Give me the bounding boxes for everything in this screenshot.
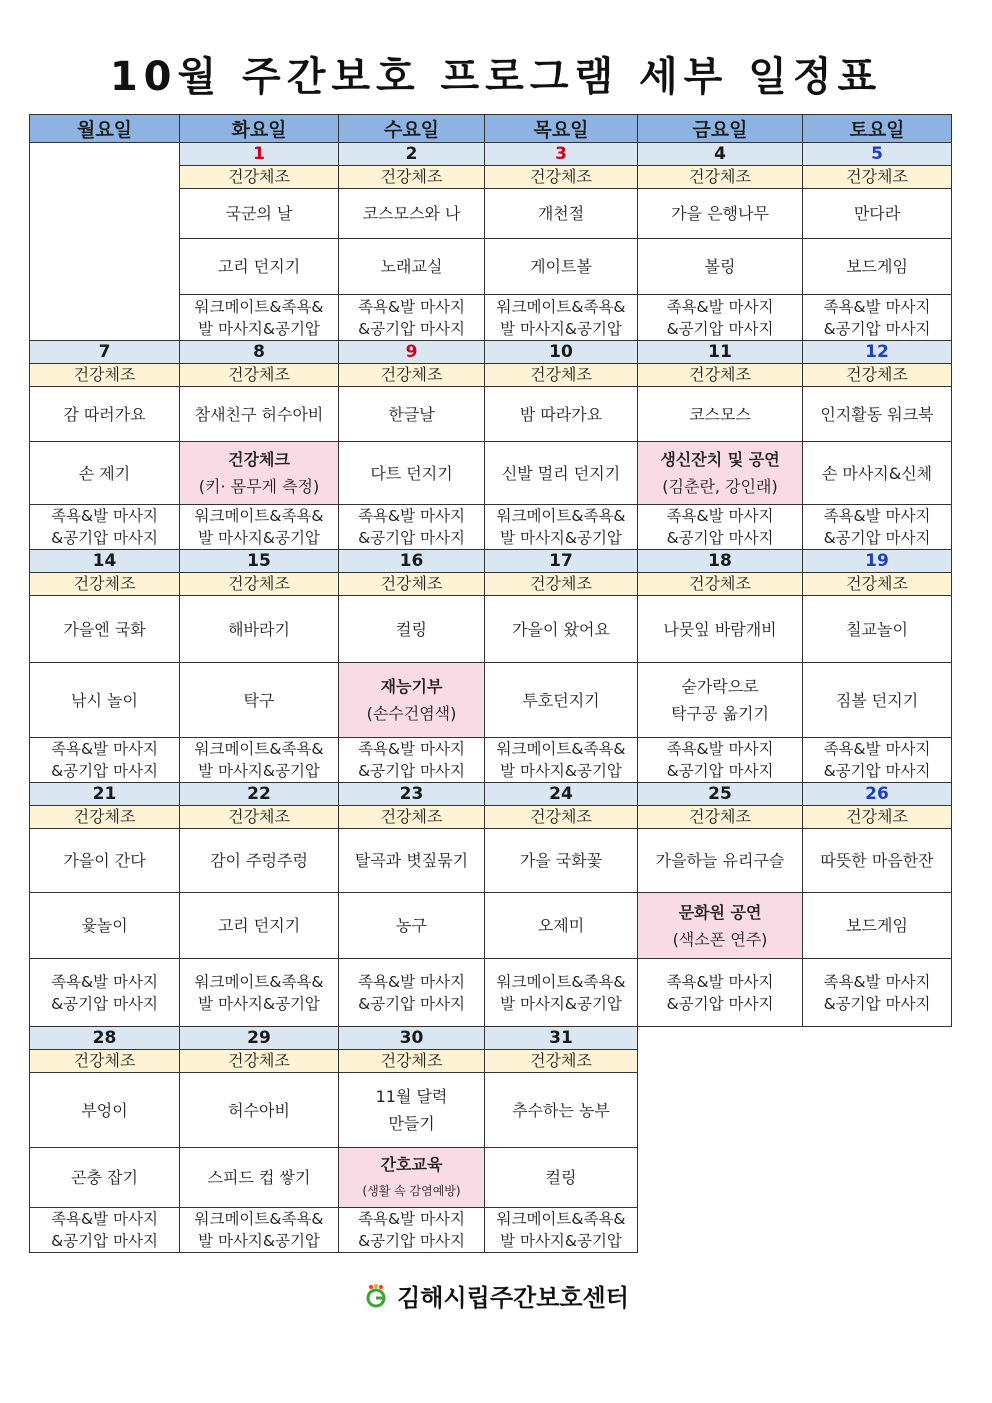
footer — [0, 1278, 992, 1315]
activity-2 — [180, 442, 339, 505]
activity-2-line: 짐볼 던지기 — [835, 690, 919, 710]
week-4-ex-row — [30, 806, 952, 829]
activity-1 — [30, 387, 180, 442]
care-line: 발 마사지&공기압 — [198, 529, 320, 547]
activity-2 — [180, 663, 339, 738]
day-number: 22 — [180, 783, 339, 806]
care-line: 워크메이트&족욕& — [194, 972, 324, 991]
care-program — [30, 738, 180, 783]
activity-1-line: 가을하늘 유리구슬 — [655, 851, 785, 870]
activity-1-line: 개천절 — [537, 204, 585, 223]
day-number: 26 — [803, 783, 952, 806]
day-number: 14 — [30, 550, 180, 573]
weekday-header: 금요일 — [638, 115, 803, 143]
exercise-label: 건강체조 — [638, 166, 803, 189]
care-program — [180, 1208, 339, 1253]
day-number: 12 — [803, 341, 952, 364]
weekday-header: 월요일 — [30, 115, 180, 143]
care-line: &공기압 마사지 — [358, 994, 465, 1013]
care-line: 발 마사지&공기압 — [500, 319, 622, 338]
day-number: 11 — [638, 341, 803, 364]
activity-1 — [485, 189, 638, 239]
exercise-label: 건강체조 — [638, 806, 803, 829]
week-3-a1-row — [30, 596, 952, 663]
week-2-a1-row — [30, 387, 952, 442]
care-line: 발 마사지&공기압 — [198, 1232, 320, 1250]
day-number: 9 — [339, 341, 485, 364]
care-line: 워크메이트&족욕& — [496, 507, 626, 525]
care-line: 족욕&발 마사지 — [823, 297, 931, 316]
care-program — [180, 959, 339, 1027]
exercise-label: 건강체조 — [485, 806, 638, 829]
care-line: 발 마사지&공기압 — [500, 994, 622, 1013]
activity-1 — [803, 829, 952, 893]
activity-2-line: 숟가락으로 — [681, 677, 759, 696]
care-line: 워크메이트&족욕& — [194, 297, 324, 316]
care-program — [339, 738, 485, 783]
day-number: 28 — [30, 1027, 180, 1050]
activity-2 — [638, 663, 803, 738]
activity-2 — [339, 893, 485, 959]
care-program — [30, 959, 180, 1027]
activity-2-line: 윷놀이 — [81, 916, 128, 935]
exercise-label: 건강체조 — [180, 573, 339, 596]
page-title: 10월 주간보호 프로그램 세부 일정표 — [109, 54, 883, 100]
care-line: 발 마사지&공기압 — [500, 1232, 622, 1250]
activity-1 — [339, 189, 485, 239]
care-line: &공기압 마사지 — [823, 762, 931, 780]
activity-1-line: 인지활동 워크북 — [820, 404, 934, 424]
week-3-ex-row — [30, 573, 952, 596]
schedule-table — [29, 114, 952, 1253]
activity-2-line: 볼링 — [704, 257, 736, 276]
activity-2-line: 낚시 놀이 — [71, 690, 138, 710]
care-program — [180, 505, 339, 550]
day-number: 1 — [180, 143, 339, 166]
week-4-date-row — [30, 783, 952, 806]
care-line: 족욕&발 마사지 — [666, 507, 774, 525]
activity-1-line: 부엉이 — [81, 1100, 128, 1120]
activity-1 — [30, 596, 180, 663]
empty-day-cell — [30, 143, 180, 341]
care-program — [30, 1208, 180, 1253]
care-program — [485, 959, 638, 1027]
day-number: 24 — [485, 783, 638, 806]
activity-2 — [803, 239, 952, 295]
care-line: 족욕&발 마사지 — [51, 1210, 158, 1228]
activity-2 — [30, 663, 180, 738]
day-number: 4 — [638, 143, 803, 166]
care-line: 발 마사지&공기압 — [198, 994, 320, 1013]
exercise-label: 건강체조 — [803, 364, 952, 387]
activity-1 — [803, 387, 952, 442]
care-program — [180, 738, 339, 783]
care-line: 족욕&발 마사지 — [358, 1210, 465, 1228]
activity-1 — [339, 1073, 485, 1148]
care-line: 발 마사지&공기압 — [198, 762, 320, 780]
care-line: 워크메이트&족욕& — [194, 1210, 324, 1228]
day-number: 15 — [180, 550, 339, 573]
activity-1-line: 가을 국화꽃 — [519, 851, 603, 870]
empty-day-cell — [638, 1027, 952, 1253]
care-line: 워크메이트&족욕& — [496, 740, 626, 758]
activity-2 — [339, 239, 485, 295]
week-5-date-row — [30, 1027, 952, 1050]
care-line: &공기압 마사지 — [51, 1232, 158, 1250]
care-program — [803, 959, 952, 1027]
care-program — [485, 1208, 638, 1253]
day-number: 5 — [803, 143, 952, 166]
activity-2-line: 게이트볼 — [530, 257, 592, 276]
care-line: 워크메이트&족욕& — [194, 740, 324, 758]
care-program — [638, 738, 803, 783]
care-line: 워크메이트&족욕& — [496, 972, 626, 991]
activity-2-line: 컬링 — [545, 1168, 577, 1187]
activity-2-line: (생활 속 감염예방) — [362, 1183, 461, 1198]
care-line: &공기압 마사지 — [51, 762, 158, 780]
care-program — [339, 959, 485, 1027]
activity-1-line: 국군의 날 — [225, 204, 293, 223]
activity-2-line: (손수건염색) — [366, 704, 457, 723]
activity-2-line: 오제미 — [537, 916, 585, 935]
activity-1 — [638, 189, 803, 239]
activity-1 — [180, 1073, 339, 1148]
activity-2-line: 스피드 컵 쌓기 — [207, 1168, 311, 1187]
exercise-label: 건강체조 — [180, 364, 339, 387]
activity-2-line: (김춘란, 강인래) — [662, 477, 778, 496]
care-line: &공기압 마사지 — [666, 994, 774, 1013]
weekday-header: 화요일 — [180, 115, 339, 143]
activity-2 — [339, 1148, 485, 1208]
activity-1 — [339, 387, 485, 442]
activity-2 — [638, 893, 803, 959]
activity-2 — [180, 1148, 339, 1208]
care-program — [180, 295, 339, 341]
activity-1-line: 가을이 왔어요 — [512, 619, 610, 639]
activity-1 — [180, 189, 339, 239]
care-line: &공기압 마사지 — [666, 762, 774, 780]
activity-1-line: 밤 따라가요 — [519, 404, 603, 424]
day-number: 31 — [485, 1027, 638, 1050]
activity-1 — [803, 596, 952, 663]
exercise-label: 건강체조 — [180, 1050, 339, 1073]
care-line: 워크메이트&족욕& — [194, 507, 324, 525]
weekday-header: 목요일 — [485, 115, 638, 143]
care-line: &공기압 마사지 — [358, 529, 465, 547]
activity-1-line: 나뭇잎 바람개비 — [663, 619, 777, 639]
day-number: 18 — [638, 550, 803, 573]
care-line: 족욕&발 마사지 — [358, 972, 465, 991]
care-line: &공기압 마사지 — [823, 319, 931, 338]
activity-2 — [485, 1148, 638, 1208]
care-line: &공기압 마사지 — [823, 994, 931, 1013]
day-number: 16 — [339, 550, 485, 573]
care-program — [485, 295, 638, 341]
care-line: 발 마사지&공기압 — [500, 762, 622, 780]
day-number: 25 — [638, 783, 803, 806]
activity-2-line: 곤충 잡기 — [71, 1168, 138, 1187]
care-line: 족욕&발 마사지 — [823, 507, 931, 525]
activity-2-line: 신발 멀리 던지기 — [501, 463, 621, 483]
activity-2-line: (색소폰 연주) — [672, 929, 768, 949]
activity-1-line: 만다라 — [853, 204, 901, 223]
activity-1-line: 가을이 간다 — [63, 851, 146, 870]
activity-2-line: 고리 던지기 — [217, 916, 301, 935]
weekday-header-row — [30, 115, 952, 143]
activity-2 — [485, 239, 638, 295]
activity-2 — [30, 893, 180, 959]
activity-1-line: 탈곡과 볏짚묶기 — [354, 851, 469, 870]
activity-1-line: 해바라기 — [228, 619, 290, 639]
exercise-label: 건강체조 — [485, 1050, 638, 1073]
week-3-date-row — [30, 550, 952, 573]
week-2-ex-row — [30, 364, 952, 387]
day-number: 8 — [180, 341, 339, 364]
day-number: 30 — [339, 1027, 485, 1050]
activity-2-line: 생신잔치 및 공연 — [660, 450, 780, 469]
care-line: &공기압 마사지 — [51, 529, 158, 547]
care-line: 족욕&발 마사지 — [666, 972, 774, 991]
activity-2 — [180, 893, 339, 959]
care-line: 족욕&발 마사지 — [823, 972, 931, 991]
activity-2-line: 고리 던지기 — [217, 257, 301, 276]
activity-2 — [485, 893, 638, 959]
activity-2-line: 보드게임 — [846, 916, 908, 935]
activity-2 — [803, 663, 952, 738]
activity-2-line: 간호교육 — [380, 1154, 443, 1174]
care-line: 족욕&발 마사지 — [358, 740, 465, 758]
activity-2 — [803, 893, 952, 959]
exercise-label: 건강체조 — [485, 166, 638, 189]
day-number: 17 — [485, 550, 638, 573]
activity-1-line: 칠교놀이 — [846, 619, 908, 639]
care-program — [339, 295, 485, 341]
care-line: &공기압 마사지 — [666, 529, 774, 547]
activity-2 — [339, 663, 485, 738]
activity-1 — [485, 1073, 638, 1148]
care-program — [339, 1208, 485, 1253]
exercise-label: 건강체조 — [638, 573, 803, 596]
care-line: 발 마사지&공기압 — [198, 319, 320, 338]
activity-1-line: 만들기 — [388, 1114, 435, 1133]
day-number: 21 — [30, 783, 180, 806]
activity-2 — [638, 239, 803, 295]
activity-1 — [180, 829, 339, 893]
activity-2-line: 손 마사지&신체 — [821, 463, 933, 483]
activity-2 — [638, 442, 803, 505]
day-number: 10 — [485, 341, 638, 364]
exercise-label: 건강체조 — [339, 364, 485, 387]
week-4-a2-row — [30, 893, 952, 959]
care-line: &공기압 마사지 — [358, 1232, 465, 1250]
activity-1 — [339, 596, 485, 663]
care-line: &공기압 마사지 — [51, 994, 158, 1013]
care-line: &공기압 마사지 — [358, 762, 465, 780]
care-program — [485, 505, 638, 550]
activity-1 — [180, 596, 339, 663]
care-line: 족욕&발 마사지 — [823, 740, 931, 758]
care-program — [30, 505, 180, 550]
activity-2-line: 재능기부 — [380, 677, 443, 696]
exercise-label: 건강체조 — [485, 364, 638, 387]
exercise-label: 건강체조 — [803, 806, 952, 829]
activity-1 — [803, 189, 952, 239]
activity-1 — [485, 829, 638, 893]
activity-2-line: 보드게임 — [846, 257, 908, 276]
care-line: &공기압 마사지 — [823, 529, 931, 547]
weekday-header: 토요일 — [803, 115, 952, 143]
day-number: 2 — [339, 143, 485, 166]
activity-2-line: 손 제기 — [78, 463, 131, 483]
day-number: 7 — [30, 341, 180, 364]
center-name: 김해시립주간보호센터 — [397, 1284, 629, 1312]
activity-1 — [638, 829, 803, 893]
day-number: 19 — [803, 550, 952, 573]
activity-1-line: 코스모스 — [689, 404, 751, 424]
exercise-label: 건강체조 — [180, 166, 339, 189]
exercise-label: 건강체조 — [638, 364, 803, 387]
care-line: 워크메이트&족욕& — [496, 1210, 626, 1228]
activity-2 — [30, 442, 180, 505]
care-line: 족욕&발 마사지 — [666, 297, 774, 316]
exercise-label: 건강체조 — [30, 806, 180, 829]
week-1-date-row — [30, 143, 952, 166]
activity-2 — [30, 1148, 180, 1208]
day-number: 3 — [485, 143, 638, 166]
care-program — [638, 959, 803, 1027]
exercise-label: 건강체조 — [339, 806, 485, 829]
care-line: 족욕&발 마사지 — [51, 972, 158, 991]
week-2-date-row — [30, 341, 952, 364]
activity-2 — [339, 442, 485, 505]
week-4-care-row — [30, 959, 952, 1027]
activity-2-line: 농구 — [396, 916, 427, 935]
weekday-header: 수요일 — [339, 115, 485, 143]
activity-2-line: 건강체크 — [228, 450, 290, 469]
care-program — [485, 738, 638, 783]
activity-1 — [485, 596, 638, 663]
day-number: 23 — [339, 783, 485, 806]
exercise-label: 건강체조 — [339, 166, 485, 189]
week-3-care-row — [30, 738, 952, 783]
center-logo-icon — [363, 1283, 389, 1315]
week-4-a1-row — [30, 829, 952, 893]
exercise-label: 건강체조 — [485, 573, 638, 596]
activity-1-line: 한글날 — [388, 404, 435, 424]
care-program — [638, 505, 803, 550]
week-2-care-row — [30, 505, 952, 550]
activity-1-line: 허수아비 — [228, 1100, 290, 1120]
activity-1-line: 감이 주렁주렁 — [210, 851, 308, 870]
care-line: 워크메이트&족욕& — [496, 297, 626, 316]
exercise-label: 건강체조 — [339, 573, 485, 596]
activity-1 — [638, 387, 803, 442]
activity-1 — [485, 387, 638, 442]
care-program — [803, 295, 952, 341]
week-2-a2-row — [30, 442, 952, 505]
care-line: 족욕&발 마사지 — [358, 507, 465, 525]
exercise-label: 건강체조 — [180, 806, 339, 829]
activity-1-line: 코스모스와 나 — [362, 204, 461, 223]
care-program — [803, 505, 952, 550]
activity-2 — [180, 239, 339, 295]
exercise-label: 건강체조 — [30, 1050, 180, 1073]
activity-1-line: 가을엔 국화 — [63, 619, 146, 639]
exercise-label: 건강체조 — [30, 573, 180, 596]
care-program — [803, 738, 952, 783]
activity-1-line: 참새친구 허수아비 — [194, 404, 324, 424]
activity-2-line: 탁구 — [243, 690, 275, 710]
care-program — [638, 295, 803, 341]
care-program — [339, 505, 485, 550]
activity-1 — [30, 1073, 180, 1148]
care-line: 발 마사지&공기압 — [500, 529, 622, 547]
exercise-label: 건강체조 — [30, 364, 180, 387]
week-3-a2-row — [30, 663, 952, 738]
exercise-label: 건강체조 — [803, 573, 952, 596]
activity-2-line: 문화원 공연 — [678, 902, 762, 922]
care-line: 족욕&발 마사지 — [666, 740, 774, 758]
activity-2 — [485, 442, 638, 505]
exercise-label: 건강체조 — [803, 166, 952, 189]
activity-2 — [485, 663, 638, 738]
care-line: 족욕&발 마사지 — [358, 297, 465, 316]
activity-1-line: 따뜻한 마음한잔 — [820, 851, 934, 870]
activity-1-line: 가을 은행나무 — [671, 204, 769, 223]
activity-2-line: 탁구공 옮기기 — [671, 704, 769, 723]
activity-2 — [803, 442, 952, 505]
activity-1 — [180, 387, 339, 442]
care-line: 족욕&발 마사지 — [51, 740, 158, 758]
activity-1 — [638, 596, 803, 663]
day-number: 29 — [180, 1027, 339, 1050]
activity-1-line: 11월 달력 — [375, 1087, 448, 1106]
activity-1-line: 추수하는 농부 — [512, 1100, 610, 1120]
activity-2-line: 다트 던지기 — [370, 463, 453, 483]
activity-2-line: 노래교실 — [380, 257, 443, 276]
care-line: 족욕&발 마사지 — [51, 507, 158, 525]
activity-1-line: 감 따러가요 — [63, 404, 146, 424]
activity-2-line: 투호던지기 — [522, 690, 600, 710]
activity-1-line: 컬링 — [396, 619, 427, 639]
care-line: &공기압 마사지 — [666, 319, 774, 338]
activity-1 — [30, 829, 180, 893]
activity-1 — [339, 829, 485, 893]
exercise-label: 건강체조 — [339, 1050, 485, 1073]
activity-2-line: (키· 몸무게 측정) — [198, 477, 320, 496]
care-line: &공기압 마사지 — [358, 319, 465, 338]
